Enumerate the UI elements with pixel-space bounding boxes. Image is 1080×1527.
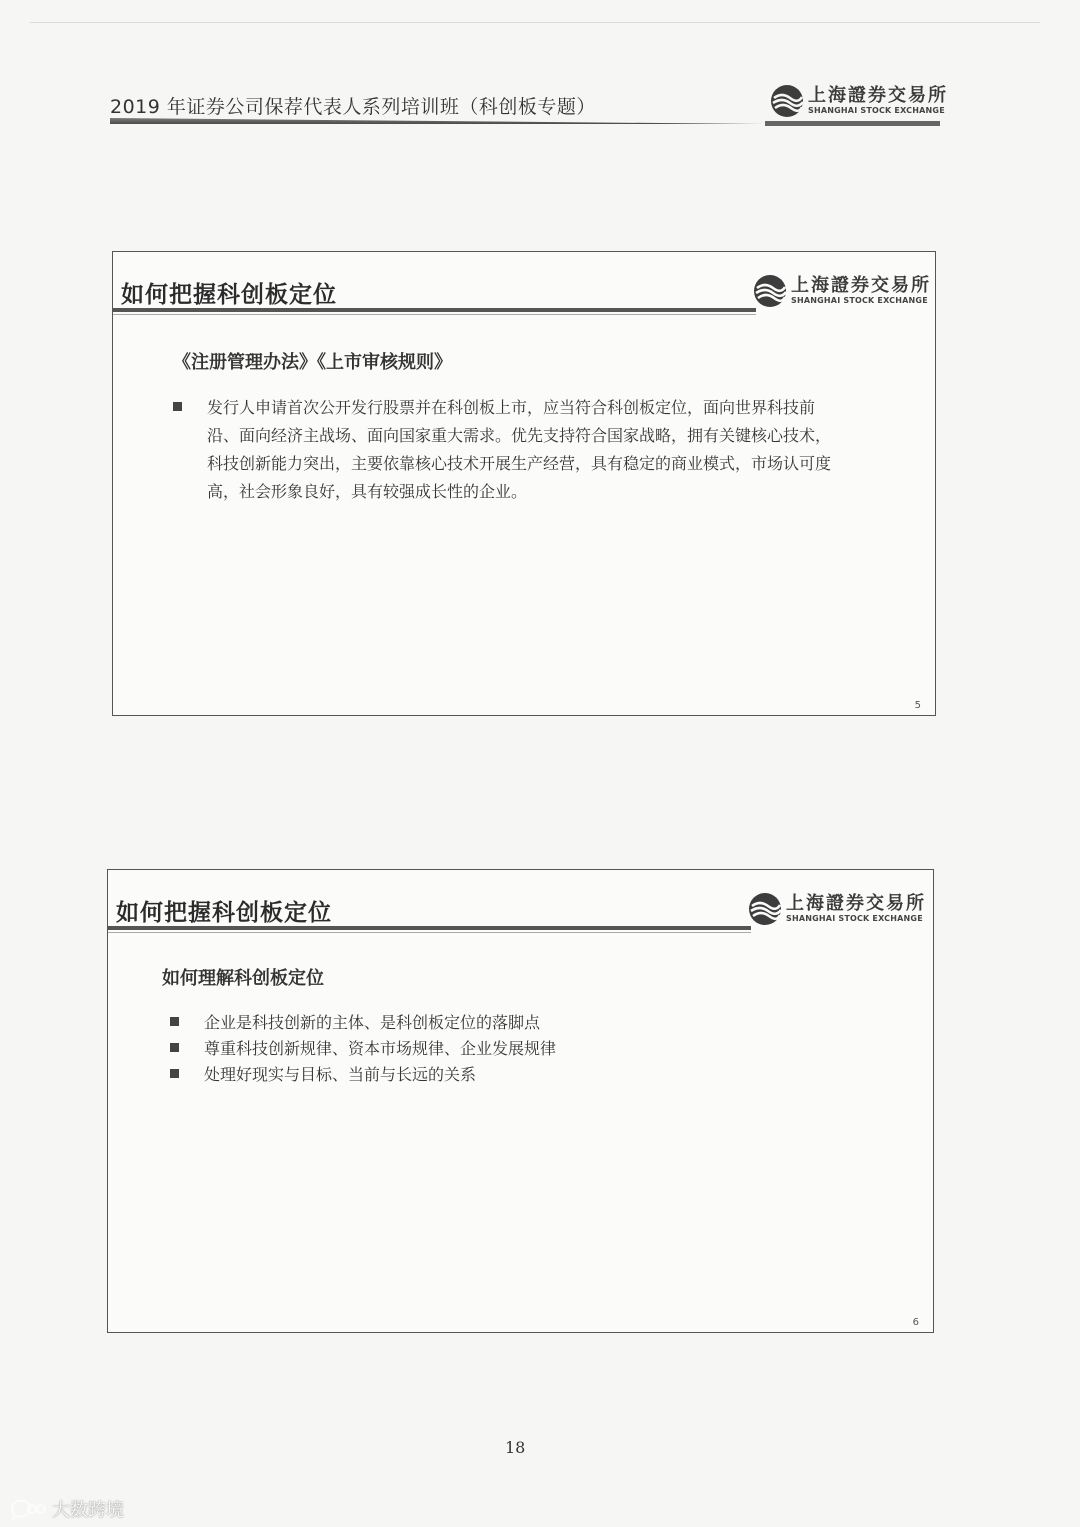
square-bullet-icon [170,1017,179,1026]
bullet-item [173,394,833,506]
slide-subtitle: 《注册管理办法》《上市审核规则》 [173,352,452,373]
chat-bubble-icon [8,1497,48,1521]
page-header-rule-right [765,121,940,126]
bullet-item [170,1036,770,1062]
slide-logo [753,274,931,308]
square-bullet-icon [173,402,182,411]
exchange-logo-icon [753,274,787,308]
slide-subtitle: 如何理解科创板定位 [162,968,324,989]
bullet-text: 尊重科技创新规律、资本市场规律、企业发展规律 [204,1039,557,1058]
slide-5 [112,251,936,716]
bullet-text: 处理好现实与目标、当前与长远的关系 [204,1065,477,1084]
exchange-logo-icon [748,892,782,926]
watermark-text: 大数跨境 [52,1500,124,1521]
watermark [8,1496,124,1522]
slide-6 [107,869,934,1333]
slide-title: 如何把握科创板定位 [121,282,337,308]
bullet-list [170,1010,770,1088]
scan-edge [30,22,1040,23]
square-bullet-icon [170,1069,179,1078]
exchange-logo [770,84,948,118]
logo-english-name: SHANGHAI STOCK EXCHANGE [791,296,928,305]
logo-chinese-name: 上海證券交易所 [786,893,926,914]
slide-page-number: 6 [912,1317,919,1328]
page-header-title: 2019 年证券公司保荐代表人系列培训班（科创板专题） [110,96,596,118]
slide-page-number: 5 [914,700,921,711]
logo-chinese-name: 上海證券交易所 [808,85,948,106]
bullet-item [170,1062,770,1088]
logo-chinese-name: 上海證券交易所 [791,275,931,296]
exchange-logo-icon [770,84,804,118]
bullet-list [173,394,833,506]
page-header [110,84,948,136]
slide-title-rule [113,308,756,312]
bullet-item [170,1010,770,1036]
logo-english-name: SHANGHAI STOCK EXCHANGE [808,106,945,115]
slide-logo [748,892,926,926]
slide-title-rule-thin [108,932,751,933]
bullet-text: 发行人申请首次公开发行股票并在科创板上市，应当符合科创板定位，面向世界科技前沿、面向经济主战场、面向国家重大需求。优先支持符合国家战略，拥有关键核心技术，科技创新能力突出，主要依靠核心技术开展生产经营，具有稳定的商业模式，市场认可度高，社会形象良好，具有较强成长性的企业。 [207,398,832,501]
bullet-text: 企业是科技创新的主体、是科创板定位的落脚点 [204,1013,541,1032]
slide-title-rule-thin [113,314,756,315]
page-number: 18 [505,1438,526,1457]
slide-title-rule [108,926,751,930]
logo-english-name: SHANGHAI STOCK EXCHANGE [786,914,923,923]
square-bullet-icon [170,1043,179,1052]
slide-title: 如何把握科创板定位 [116,900,332,926]
